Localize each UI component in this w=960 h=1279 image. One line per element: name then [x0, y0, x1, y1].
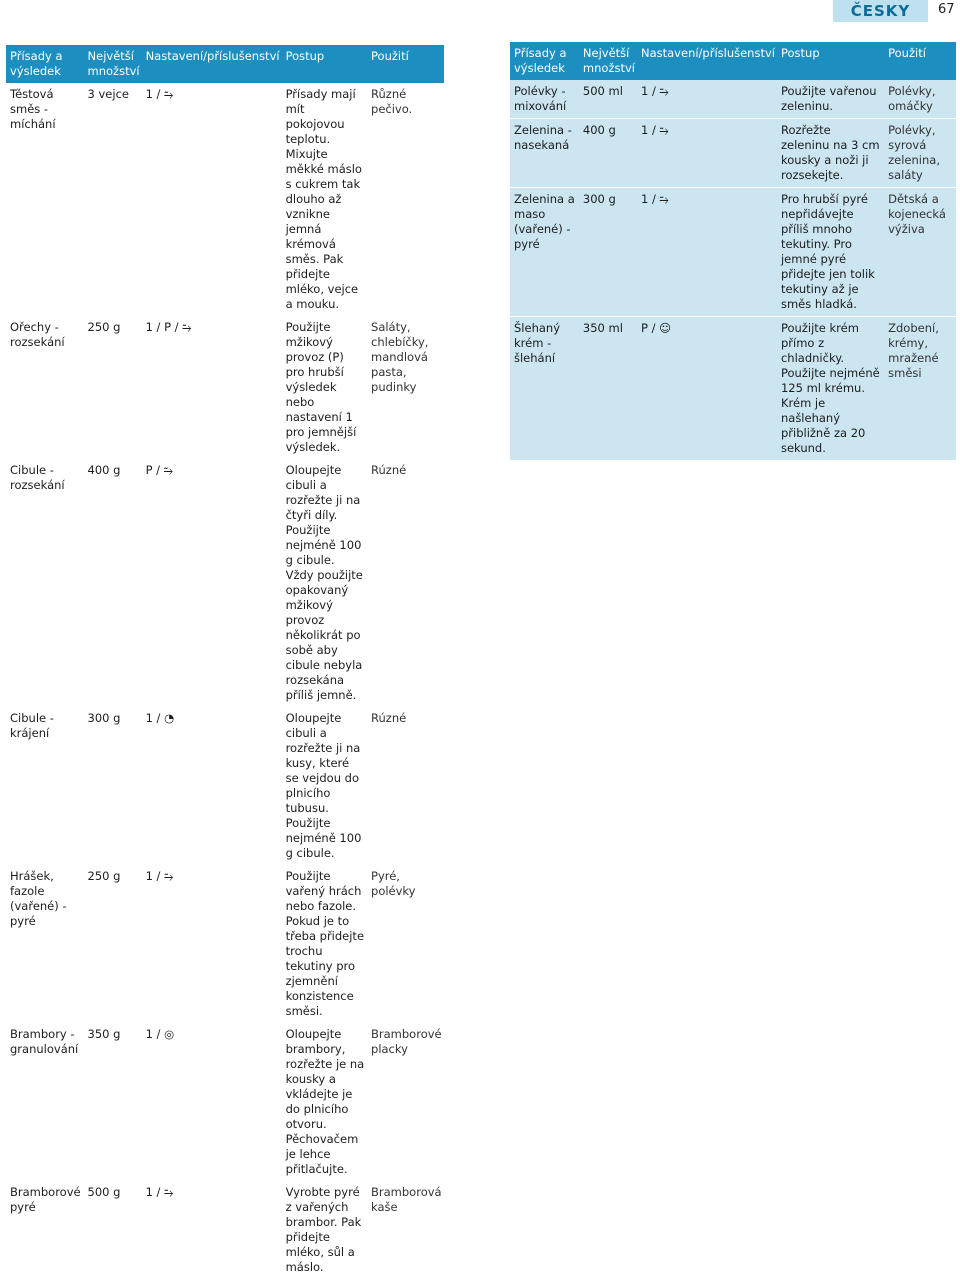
cell-ingredients: Zelenina - nasekaná: [510, 119, 579, 188]
table-row: [6, 1023, 444, 1181]
cell-max: 500 ml: [579, 80, 637, 119]
col-header-max: Největší množství: [84, 45, 142, 83]
cell-use: Dětská a kojenecká výživa: [884, 188, 956, 317]
cell-speed: 1 / ⥲: [637, 188, 777, 317]
cell-speed: 1 / ⥲: [142, 865, 282, 1023]
cell-speed: 1 / ⥲: [637, 119, 777, 188]
cell-procedure: Použijte krém přímo z chladničky. Použijte nejméně 125 ml krému. Krém je našlehaný přibližně za 20 sekund.: [777, 317, 884, 461]
cell-ingredients: Šlehaný krém - šlehání: [510, 317, 579, 461]
cell-procedure: Použijte mžikový provoz (P) pro hrubší výsledek nebo nastavení 1 pro jemnější výsledek.: [282, 316, 367, 459]
cell-speed: 1 / ⥲: [637, 80, 777, 119]
cell-max: 300 g: [579, 188, 637, 317]
table-row: [6, 83, 444, 316]
table-header-row: [6, 45, 444, 83]
cell-ingredients: Ořechy - rozsekání: [6, 316, 84, 459]
cell-procedure: Oloupejte cibuli a rozřežte ji na čtyři díly. Použijte nejméně 100 g cibule. Vždy použijte opakovaný mžikový provoz několikrát po sobě aby cibule nebyla rozsekána příliš jemně.: [282, 459, 367, 707]
cell-procedure: Použijte vařený hrách nebo fazole. Pokud je to třeba přidejte trochu tekutiny pro zjemnění konzistence směsi.: [282, 865, 367, 1023]
cell-use: Bramborová kaše: [367, 1181, 444, 1279]
cell-ingredients: Bramborové pyré: [6, 1181, 84, 1279]
cell-procedure: Rozřežte zeleninu na 3 cm kousky a noži ji rozsekejte.: [777, 119, 884, 188]
table-row: [510, 188, 956, 317]
cell-use: Bramborové placky: [367, 1023, 444, 1181]
cell-procedure: Pro hrubší pyré nepřidávejte příliš mnoho tekutiny. Pro jemné pyré přidejte jen tolik tekutiny až je směs hladká.: [777, 188, 884, 317]
cell-procedure: Přísady mají mít pokojovou teplotu. Mixujte měkké máslo s cukrem tak dlouho až vznikne jemná krémová směs. Pak přidejte mléko, vejce a mouku.: [282, 83, 367, 316]
recipe-table-left: [6, 45, 444, 1279]
cell-max: 350 g: [84, 1023, 142, 1181]
cell-ingredients: Zelenina a maso (vařené) - pyré: [510, 188, 579, 317]
table-row: [6, 865, 444, 1023]
table-row: [6, 459, 444, 707]
table-row: [510, 119, 956, 188]
cell-ingredients: Hrášek, fazole (vařené) - pyré: [6, 865, 84, 1023]
table-header-row: [510, 42, 956, 80]
page-number: 67: [938, 2, 955, 17]
table-row: [6, 707, 444, 865]
col-header-use: Použití: [367, 45, 444, 83]
cell-speed: 1 / P / ⥲: [142, 316, 282, 459]
cell-speed: P / ☺: [637, 317, 777, 461]
cell-use: Rúzné: [367, 459, 444, 707]
cell-use: Saláty, chlebíčky, mandlová pasta, pudinky: [367, 316, 444, 459]
cell-procedure: Vyrobte pyré z vařených brambor. Pak přidejte mléko, sůl a máslo.: [282, 1181, 367, 1279]
cell-max: 400 g: [579, 119, 637, 188]
cell-max: 250 g: [84, 865, 142, 1023]
cell-ingredients: Cibule - rozsekání: [6, 459, 84, 707]
cell-ingredients: Cibule - krájení: [6, 707, 84, 865]
cell-use: Rúzné: [367, 707, 444, 865]
table-row: [510, 80, 956, 119]
table-row: [6, 316, 444, 459]
cell-speed: 1 / ◔: [142, 707, 282, 865]
cell-max: 400 g: [84, 459, 142, 707]
cell-speed: P / ⥲: [142, 459, 282, 707]
col-header-procedure: Postup: [282, 45, 367, 83]
col-header-procedure: Postup: [777, 42, 884, 80]
col-header-ingredients: Přísady a výsledek: [510, 42, 579, 80]
cell-max: 250 g: [84, 316, 142, 459]
cell-speed: 1 / ⥲: [142, 1181, 282, 1279]
cell-use: Pyré, polévky: [367, 865, 444, 1023]
cell-use: Polévky, omáčky: [884, 80, 956, 119]
col-header-use: Použití: [884, 42, 956, 80]
cell-speed: 1 / ⥲: [142, 83, 282, 316]
cell-max: 350 ml: [579, 317, 637, 461]
cell-ingredients: Polévky - mixování: [510, 80, 579, 119]
col-header-max: Největší množství: [579, 42, 637, 80]
table-row: [510, 317, 956, 461]
cell-use: Polévky, syrová zelenina, saláty: [884, 119, 956, 188]
table-row: [6, 1181, 444, 1279]
language-badge: ČESKY: [833, 0, 928, 22]
cell-speed: 1 / ◎: [142, 1023, 282, 1181]
cell-use: Zdobení, krémy, mražené směsi: [884, 317, 956, 461]
cell-ingredients: Těstová směs - míchání: [6, 83, 84, 316]
recipe-table-right: [510, 42, 956, 460]
cell-procedure: Použijte vařenou zeleninu.: [777, 80, 884, 119]
cell-procedure: Oloupejte brambory, rozřežte je na kousky a vkládejte je do plnicího otvoru. Pěchovačem je lehce přitlačujte.: [282, 1023, 367, 1181]
cell-procedure: Oloupejte cibuli a rozřežte ji na kusy, které se vejdou do plnicího tubusu. Použijte nejméně 100 g cibule.: [282, 707, 367, 865]
col-header-ingredients: Přísady a výsledek: [6, 45, 84, 83]
col-header-speed: Nastavení/příslušenství: [637, 42, 777, 80]
cell-max: 300 g: [84, 707, 142, 865]
cell-max: 500 g: [84, 1181, 142, 1279]
cell-ingredients: Brambory - granulování: [6, 1023, 84, 1181]
cell-use: Různé pečivo.: [367, 83, 444, 316]
cell-max: 3 vejce: [84, 83, 142, 316]
col-header-speed: Nastavení/příslušenství: [142, 45, 282, 83]
